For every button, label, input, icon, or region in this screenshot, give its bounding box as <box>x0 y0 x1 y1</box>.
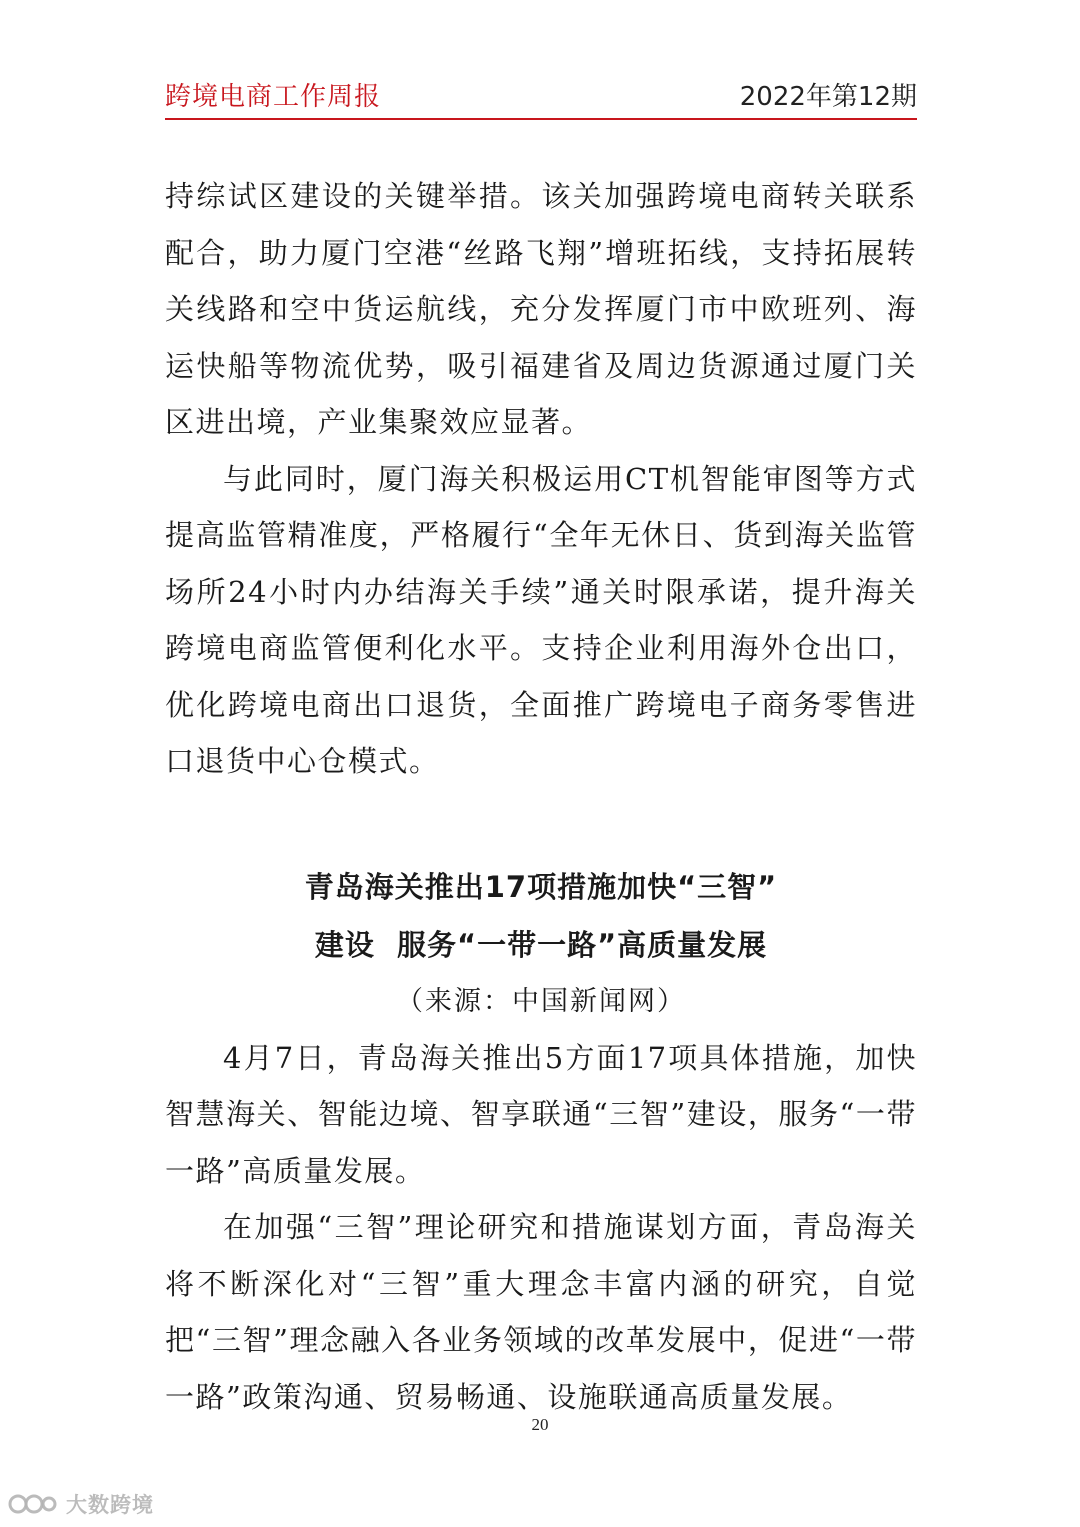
watermark-text: 大数跨境 <box>66 1493 154 1517</box>
paragraph-continued: 持综试区建设的关键举措。该关加强跨境电商转关联系配合，助力厦门空港“丝路飞翔”增班拓线，支持拓展转关线路和空中货运航线，充分发挥厦门市中欧班列、海运快船等物流优势，吸引福建省及周边货源通过厦门关区进出境，产业集聚效应显著。 <box>165 179 917 439</box>
header-divider <box>165 118 917 120</box>
publication-title: 跨境电商工作周报 <box>165 82 382 112</box>
article-title-line-1: 青岛海关推出17项措施加快“三智” <box>304 869 778 904</box>
page-header <box>165 74 917 114</box>
article-paragraph-2: 在加强“三智”理论研究和措施谋划方面，青岛海关将不断深化对“三智”重大理念丰富内涵的研究，自觉把“三智”理念融入各业务领域的改革发展中，促进“一带一路”政策沟通、贸易畅通、设施联通高质量发展。 <box>165 1210 917 1414</box>
section-spacer <box>165 790 917 858</box>
article-title-line-2: 建设 服务“一带一路”高质量发展 <box>314 927 768 962</box>
issue-number: 2022年第12期 <box>739 82 917 112</box>
paragraph-xiamen-customs: 与此同时，厦门海关积极运用CT机智能审图等方式提高监管精准度，严格履行“全年无休日、货到海关监管场所24小时内办结海关手续”通关时限承诺，提升海关跨境电商监管便利化水平。支持企业利用海外仓出口，优化跨境电商出口退货，全面推广跨境电子商务零售进口退货中心仓模式。 <box>165 461 917 778</box>
watermark <box>8 1488 154 1520</box>
dashu-logo-icon <box>8 1490 58 1518</box>
document-body <box>165 168 917 1425</box>
article-paragraph-1: 4月7日，青岛海关推出5方面17项具体措施，加快智慧海关、智能边境、智享联通“三智”建设，服务“一带一路”高质量发展。 <box>165 1040 917 1188</box>
article-source: （来源：中国新闻网） <box>396 985 686 1017</box>
page-number: 20 <box>531 1415 549 1434</box>
